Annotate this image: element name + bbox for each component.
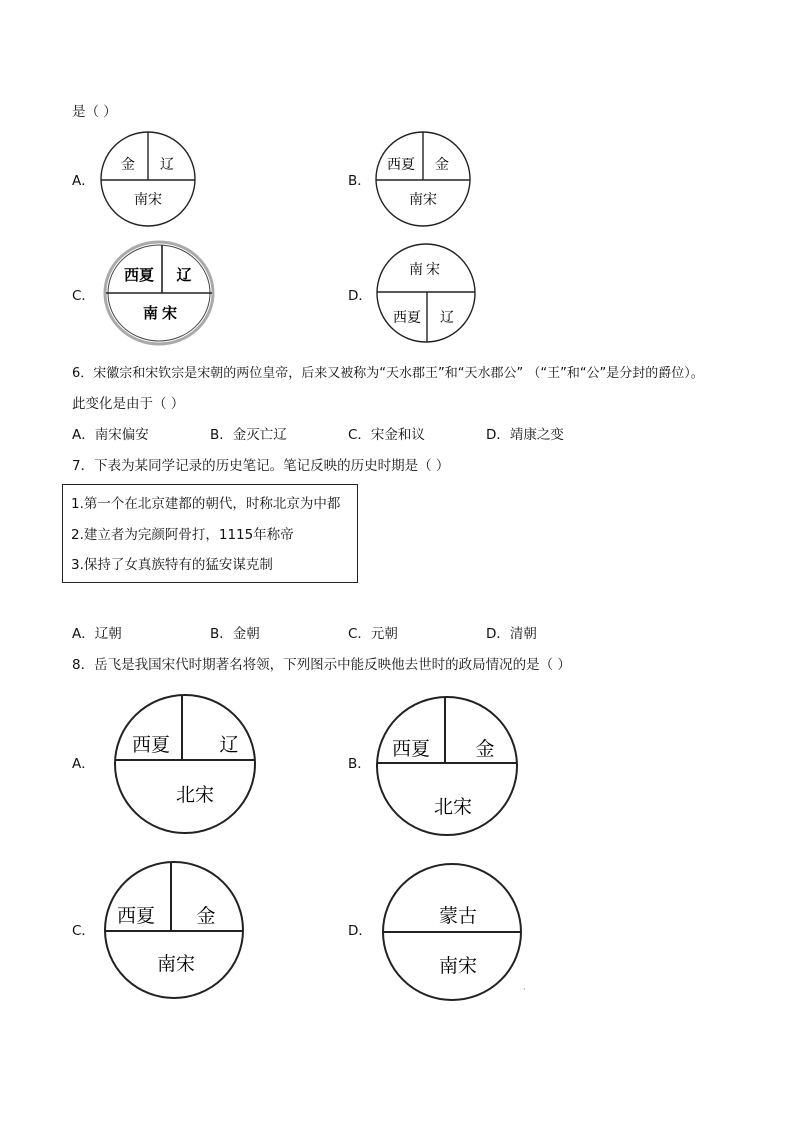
q5d-bottom-right: 辽: [440, 310, 454, 326]
q6-option-c[interactable]: C．宋金和议: [348, 427, 425, 443]
q8-option-d-label[interactable]: D．: [348, 923, 372, 939]
q8b-bottom: 北宋: [433, 796, 473, 818]
q5-option-c-label[interactable]: C．: [72, 288, 95, 304]
q8d-bottom: 南宋: [438, 955, 478, 977]
q7-note-2: 2.建立者为完颜阿骨打，1115年称帝: [71, 527, 294, 543]
q8c-bottom: 南宋: [156, 953, 196, 975]
q8-option-a-label[interactable]: A．: [72, 756, 95, 772]
footer-mark: ·: [523, 985, 526, 994]
q5b-bottom: 南宋: [409, 192, 437, 208]
q7-option-c[interactable]: C．元朝: [348, 626, 398, 642]
q8c-top-right: 金: [196, 905, 216, 927]
q6-stem-line1: 6．宋徽宗和宋钦宗是宋朝的两位皇帝，后来又被称为“天水郡王”和“天水郡公” （“王”和“公”是分封的爵位）。: [72, 366, 704, 381]
q5-option-c-diagram[interactable]: [103, 240, 215, 346]
q6-option-b[interactable]: B．金灭亡辽: [210, 427, 287, 443]
q5-stem-tail: 是（ ）: [72, 104, 117, 120]
q5d-bottom-left: 西夏: [393, 310, 421, 326]
q7-option-b[interactable]: B．金朝: [210, 626, 260, 642]
q5a-top-right: 辽: [160, 157, 174, 173]
q8b-top-right: 金: [475, 738, 495, 760]
q6-stem-line2: 此变化是由于（ ）: [72, 396, 185, 412]
q5a-bottom: 南宋: [134, 192, 162, 208]
q5c-top-right: 辽: [176, 266, 192, 284]
q5c-bottom: 南宋: [142, 304, 182, 322]
q8a-top-left: 西夏: [131, 734, 171, 756]
q8c-top-left: 西夏: [116, 905, 156, 927]
q8a-bottom: 北宋: [175, 784, 215, 806]
q5-option-b-label[interactable]: B．: [348, 173, 371, 189]
q8-stem: 8．岳飞是我国宋代时期著名将领，下列图示中能反映他去世时的政局情况的是（ ）: [72, 657, 571, 673]
q5-option-d-label[interactable]: D．: [348, 288, 372, 304]
q6-option-a[interactable]: A．南宋偏安: [72, 427, 149, 443]
q7-notes-table: [62, 484, 358, 583]
q8a-top-right: 辽: [219, 734, 239, 756]
q8-option-c-diagram[interactable]: [103, 860, 245, 1000]
q8-option-c-label[interactable]: C．: [72, 923, 95, 939]
q5d-top: 南宋: [409, 262, 443, 278]
q7-note-1: 1.第一个在北京建都的朝代，时称北京为中都: [71, 496, 341, 512]
q7-option-a[interactable]: A．辽朝: [72, 626, 122, 642]
q5-option-b-diagram[interactable]: [375, 131, 471, 227]
q7-stem: 7．下表为某同学记录的历史笔记。笔记反映的历史时期是（ ）: [72, 458, 450, 474]
q8d-top: 蒙古: [438, 905, 478, 927]
q5b-top-left: 西夏: [387, 157, 415, 173]
q5b-top-right: 金: [435, 157, 449, 173]
q5c-top-left: 西夏: [123, 266, 155, 284]
q5-option-a-label[interactable]: A．: [72, 173, 95, 189]
q8b-top-left: 西夏: [391, 738, 431, 760]
q5a-top-left: 金: [121, 157, 135, 173]
q8-option-a-diagram[interactable]: [113, 693, 257, 835]
q5-option-a-diagram[interactable]: [100, 131, 196, 227]
q8-option-b-diagram[interactable]: [375, 695, 519, 837]
q5-option-d-diagram[interactable]: [376, 243, 476, 343]
q7-option-d[interactable]: D．清朝: [486, 626, 537, 642]
q8-option-b-label[interactable]: B．: [348, 756, 371, 772]
q8-option-d-diagram[interactable]: [381, 862, 523, 1002]
q6-option-d[interactable]: D．靖康之变: [486, 427, 564, 443]
q7-note-3: 3.保持了女真族特有的猛安谋克制: [71, 557, 273, 573]
